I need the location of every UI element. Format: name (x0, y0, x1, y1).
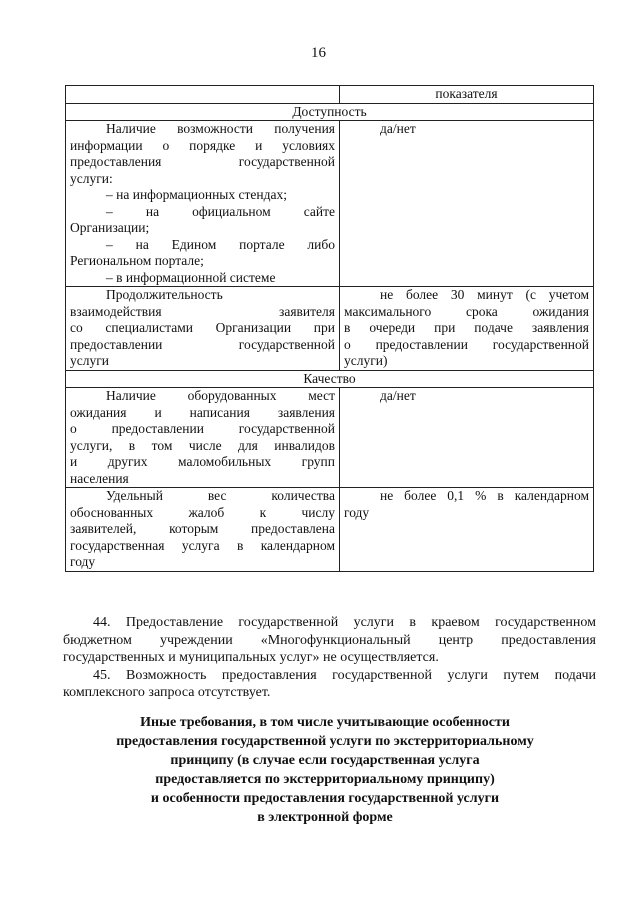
row1-bullet: – на информационных стендах; (106, 187, 287, 202)
row4-value (340, 488, 594, 572)
row3-line: ожидания и написания заявления (70, 404, 335, 420)
table-row (66, 121, 594, 287)
page-number: 16 (311, 45, 326, 61)
body-paragraphs (63, 614, 596, 702)
row4-value-line: году (344, 504, 370, 520)
heading-line: и особенности предоставления государственной услуги (150, 791, 500, 806)
row4-line: государственная услуга в календарном (70, 537, 335, 553)
heading-line: предоставления государственной услуги по экстерриториальному (116, 734, 534, 749)
row1-bullet: Организации; (70, 220, 150, 235)
row1-line: предоставления государственной (70, 154, 335, 169)
section-row-quality (66, 370, 594, 388)
row2-indicator (66, 287, 340, 371)
table-header-row (66, 86, 594, 104)
row1-indicator (66, 121, 340, 287)
row3-value (340, 388, 594, 488)
row3-indicator (66, 388, 340, 488)
paragraph-44: 44. Предоставление государственной услуги в краевом государственном бюджетном учреждении «Многофункциональный центр предоставления государственных и муниципальных услуг» не осуществляется. (63, 615, 596, 665)
row4-line: году (70, 554, 96, 569)
row3-line: услуги, в том числе для инвалидов (70, 437, 335, 453)
row2-value-line: в очереди при подаче заявления (344, 320, 589, 335)
row2-line: со специалистами Организации при (70, 320, 335, 335)
row1-bullet: – на официальном сайте (106, 203, 335, 219)
heading-line: предоставляется по экстерриториальному принципу) (155, 772, 495, 787)
section-heading (90, 713, 560, 827)
paragraph-45: 45. Возможность предоставления государственной услуги путем подачи комплексного запроса отсутствует. (63, 667, 596, 700)
header-right-cell: показателя (340, 86, 594, 104)
row2-line: предоставлении государственной (70, 336, 335, 352)
section-row-availability (66, 103, 594, 121)
row3-line: о предоставлении государственной (70, 421, 335, 436)
row2-value (340, 287, 594, 371)
row4-line: обоснованных жалоб к числу (70, 504, 335, 520)
row2-value-line: максимального срока ожидания (344, 303, 589, 319)
row3-line: и других маломобильных групп (70, 454, 335, 469)
header-left-cell (66, 86, 340, 104)
table-row (66, 388, 594, 488)
heading-line: в электронной форме (257, 810, 393, 825)
row1-value-text: да/нет (380, 121, 416, 136)
row1-line: услуги: (70, 170, 113, 186)
row3-line: Наличие оборудованных мест (106, 388, 335, 403)
row1-line: Наличие возможности получения (106, 121, 335, 136)
row1-bullet: – на Едином портале либо (106, 236, 335, 252)
row1-value (340, 121, 594, 287)
row4-indicator (66, 488, 340, 572)
row2-line: услуги (70, 353, 109, 368)
row2-line: Продолжительность (106, 287, 223, 302)
row1-bullet: Региональном портале; (70, 253, 204, 268)
row3-value-text: да/нет (380, 388, 416, 403)
table-row (66, 287, 594, 371)
indicators-table (65, 85, 594, 572)
table-row (66, 488, 594, 572)
row2-line: взаимодействия заявителя (70, 303, 335, 319)
heading-line: Иные требования, в том числе учитывающие особенности (140, 715, 510, 730)
row2-value-line: не более 30 минут (с учетом (380, 287, 589, 302)
row4-value-line: не более 0,1 % в календарном (380, 488, 589, 503)
row1-line: информации о порядке и условиях (70, 137, 335, 153)
row4-line: заявителей, которым предоставлена (70, 521, 335, 536)
row1-bullet: – в информационной системе (106, 269, 276, 285)
row3-line: населения (70, 470, 129, 486)
row4-line: Удельный вес количества (106, 488, 335, 503)
section-quality: Качество (66, 370, 594, 388)
row2-value-line: о предоставлении государственной (344, 336, 589, 352)
row2-value-line: услуги) (344, 353, 388, 368)
heading-line: принципу (в случае если государственная услуга (170, 753, 480, 768)
section-availability: Доступность (66, 103, 594, 121)
